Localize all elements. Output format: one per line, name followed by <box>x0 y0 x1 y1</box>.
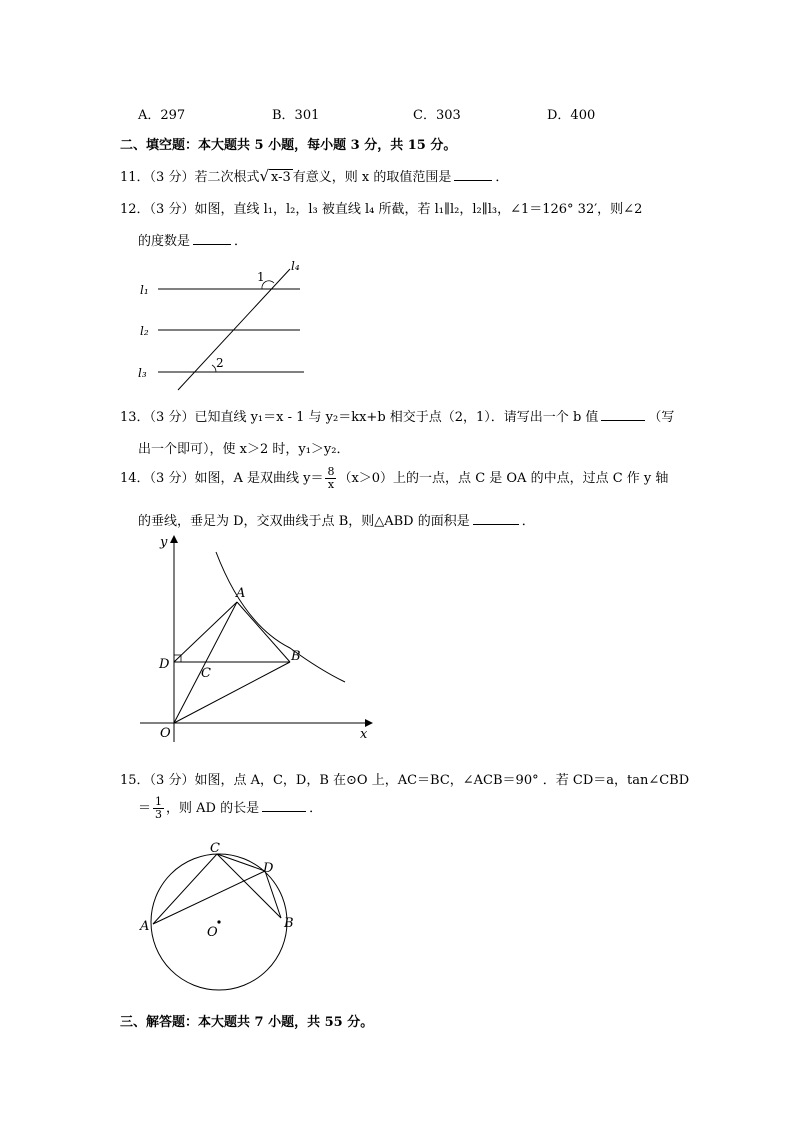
q12-answer-blank <box>193 233 231 245</box>
q10-option-c: C．303 <box>413 108 461 123</box>
label-C: C <box>210 841 220 856</box>
label-B: B <box>284 916 294 931</box>
label-angle2: 2 <box>216 356 224 370</box>
q12-line1: 12．（3 分）如图，直线 l₁，l₂，l₃ 被直线 l₄ 所截，若 l₁∥l₂，l₂∥l₃，∠1＝126° 32′，则∠2 <box>120 202 643 217</box>
q14-answer-blank <box>473 513 519 525</box>
label-l3: l₃ <box>138 366 147 380</box>
q15-eq: ＝ <box>138 801 152 816</box>
label-x: x <box>360 727 368 742</box>
q14-frac-num: 8 <box>327 465 335 478</box>
q11-suffix: 有意义，则 x 的取值范围是 <box>292 170 452 185</box>
q10-option-d: D．400 <box>547 108 596 123</box>
label-O: O <box>160 726 171 741</box>
q14-suffix: （x＞0）上的一点，点 C 是 OA 的中点，过点 C 作 y 轴 <box>338 471 669 486</box>
q14-line1-wrap <box>120 466 668 491</box>
q14-line2-wrap: 的垂线，垂足为 D，交双曲线于点 B，则△ABD 的面积是 ． <box>138 514 535 529</box>
label-y: y <box>160 535 168 550</box>
q13-line1: 13．（3 分）已知直线 y₁＝x - 1 与 y₂＝kx+b 相交于点（2，1）．请写出一个 b 值 <box>120 410 599 425</box>
q13-line2: 出一个即可），使 x＞2 时，y₁＞y₂． <box>138 442 350 457</box>
q13-answer-blank <box>601 409 645 421</box>
q10-option-b: B．301 <box>272 108 320 123</box>
label-D: D <box>263 861 274 876</box>
label-B: B <box>291 649 301 664</box>
label-l1: l₁ <box>140 283 149 297</box>
center-point <box>217 920 220 923</box>
q14-fraction <box>325 466 336 491</box>
q14-prefix: 14．（3 分）如图，A 是双曲线 y＝ <box>120 471 324 486</box>
q15-line1: 15．（3 分）如图，点 A，C，D，B 在⊙O 上，AC＝BC，∠ACB＝90° ．若 CD＝a，tan∠CBD <box>120 773 690 788</box>
segment-AB <box>237 602 290 662</box>
label-D: D <box>159 657 170 672</box>
label-A: A <box>236 586 246 601</box>
q13-line1-end: （写 <box>648 410 675 425</box>
q10-option-a: A．297 <box>138 108 186 123</box>
segment-DB <box>265 871 281 918</box>
q15-fraction <box>153 796 164 821</box>
segment-CD <box>217 854 265 871</box>
q11-answer-blank <box>454 169 492 181</box>
q12-line2-wrap: 的度数是 ． <box>138 234 248 249</box>
label-angle1: 1 <box>257 270 265 284</box>
segment-AC <box>153 854 217 924</box>
q11-radicand: x-3 <box>271 170 291 185</box>
sqrt-symbol: √ <box>259 167 270 185</box>
q15-frac-num: 1 <box>155 795 163 808</box>
q11-prefix: 11．（3 分）若二次根式 <box>120 170 260 185</box>
label-C: C <box>201 666 211 681</box>
label-O: O <box>207 925 218 940</box>
section3-heading: 三、解答题：本大题共 7 小题，共 55 分。 <box>120 1015 374 1030</box>
q15-figure <box>135 838 305 993</box>
label-l2: l₂ <box>140 324 149 338</box>
q14-figure <box>140 530 385 745</box>
q15-line2-wrap: ＝ $\frac{1}{3}$ ，则 AD 的长是 ． <box>138 795 323 821</box>
q15-line2-suffix: ，则 AD 的长是 <box>166 801 260 816</box>
section2-heading: 二、填空题：本大题共 5 小题，每小题 3 分，共 15 分。 <box>120 138 457 153</box>
q14-line2: 的垂线，垂足为 D，交双曲线于点 B，则△ABD 的面积是 <box>138 514 470 529</box>
q11-text: 11．（3 分）若二次根式√ x-3 有意义，则 x 的取值范围是 ． <box>120 167 509 185</box>
segment-AD <box>153 871 265 924</box>
q12-line2: 的度数是 <box>138 234 191 249</box>
q15-answer-blank <box>262 800 306 812</box>
label-l4: l₄ <box>291 259 300 273</box>
label-A: A <box>140 919 150 934</box>
segment-DA <box>174 602 237 662</box>
segment-OB <box>174 662 290 723</box>
q14-frac-den: x <box>327 478 335 491</box>
q12-figure <box>130 255 320 395</box>
q13-line1-wrap <box>120 406 674 425</box>
q15-frac-den: 3 <box>155 808 163 821</box>
